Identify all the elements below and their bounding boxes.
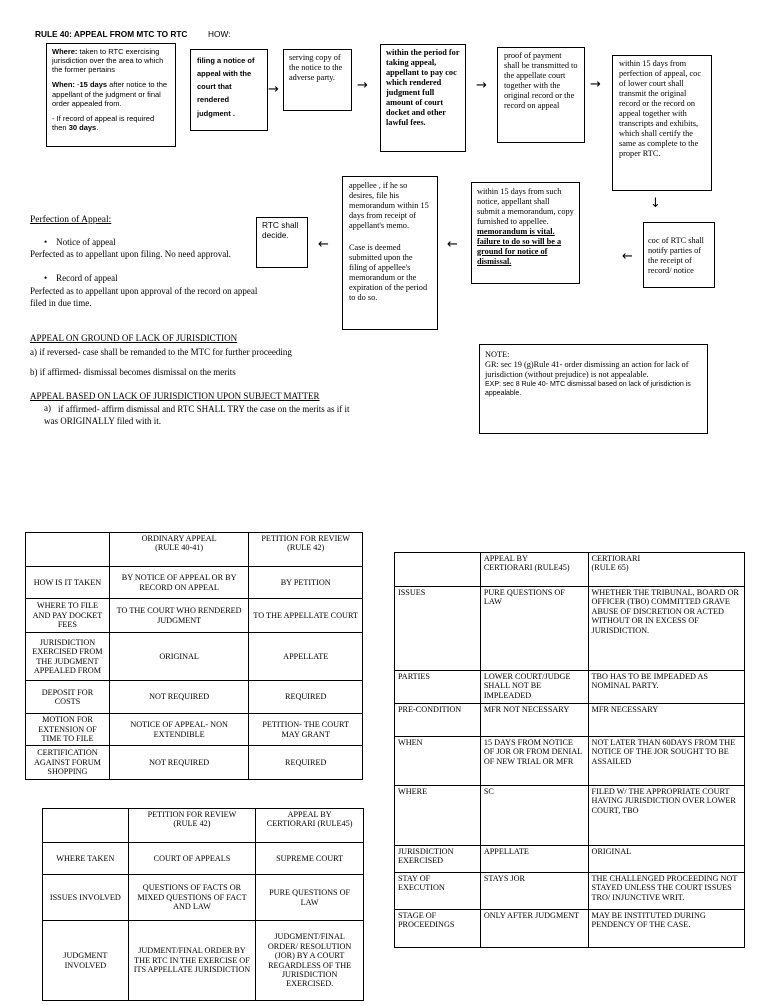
step-rtc-decide: RTC shall decide. — [256, 217, 308, 268]
table-header-cell — [43, 809, 129, 843]
table-row-label: JURISDICTION EXERCISED FROM THE JUDGMENT APPEALED FROM — [26, 633, 110, 681]
arrow-left-icon: ← — [318, 237, 329, 252]
note-box — [479, 344, 708, 434]
arrow-down-icon: ↓ — [650, 196, 661, 211]
step-filing-notice: filing a notice of appeal with the court that rendered judgment . — [190, 49, 268, 131]
table-cell: SUPREME COURT — [256, 843, 364, 875]
table-header-cell: PETITION FOR REVIEW (RULE 42) — [249, 533, 363, 567]
table-row-label: ISSUES — [395, 587, 481, 671]
table-row-label: JURISDICTION EXERCISED — [395, 846, 481, 873]
table-cell: NOTICE OF APPEAL- NON EXTENDIBLE — [109, 714, 248, 746]
table-row-label: STAGE OF PROCEEDINGS — [395, 910, 481, 948]
table-header-cell: APPEAL BY CERTIORARI (RULE45) — [256, 809, 364, 843]
table-row-label: PRE-CONDITION — [395, 704, 481, 737]
table-header-cell: APPEAL BY CERTIORARI (RULE45) — [480, 553, 588, 587]
table-row — [395, 786, 745, 846]
table-header-row — [26, 533, 363, 567]
jurisdiction-reversed: a) if reversed- case shall be remanded to the MTC for further proceeding — [30, 347, 292, 357]
table-cell: NOT LATER THAN 60DAYS FROM THE NOTICE OF THE JOR SOUGHT TO BE ASSAILED — [588, 737, 744, 786]
arrow-right-icon: → — [357, 78, 368, 93]
table-header-cell: PETITION FOR REVIEW (RULE 42) — [128, 809, 256, 843]
table-row — [43, 843, 364, 875]
table-row-label: HOW IS IT TAKEN — [26, 567, 110, 599]
table-cell: JUDGMENT/FINAL ORDER/ RESOLUTION (JOR) BY A COURT REGARDLESS OF THE JURISDICTION EXERCISED. — [256, 921, 364, 1001]
note-gr: GR: sec 19 (g)Rule 41- order dismissing an action for lack of jurisdiction (without prejudice) is not appealable. — [485, 359, 689, 379]
table-cell: REQUIRED — [249, 681, 363, 714]
table-row — [395, 587, 745, 671]
table-cell: JUDMENT/FINAL ORDER BY THE RTC IN THE EXERCISE OF ITS APPELLATE JURISDICTION — [128, 921, 256, 1001]
table-cell: NOT REQUIRED — [109, 681, 248, 714]
table-cell: WHETHER THE TRIBUNAL, BOARD OR OFFICER (TBO) COMMITTED GRAVE ABUSE OF DISCRETION OR ACTED WITHOUT OR IN EXCESS OF JURISDICTION. — [588, 587, 744, 671]
table-cell: PURE QUESTIONS OF LAW — [256, 875, 364, 921]
table-cell: FILED W/ THE APPROPRIATE COURT HAVING JURISDICTION OVER LOWER COURT, TBO — [588, 786, 744, 846]
table-row — [26, 714, 363, 746]
table-cell: MFR NOT NECESSARY — [480, 704, 588, 737]
table-cell: TBO HAS TO BE IMPEADED AS NOMINAL PARTY. — [588, 671, 744, 704]
table-cell: REQUIRED — [249, 746, 363, 780]
table-row — [395, 704, 745, 737]
step-proof-of-payment: proof of payment shall be transmitted to the appellate court together with the original record or the record on appeal — [497, 47, 585, 143]
jurisdiction-heading: APPEAL ON GROUND OF LACK OF JURISDICTION — [30, 333, 238, 343]
step-appellee-memorandum: appellee , if he so desires, file his memorandum within 15 days from receipt of appellant's memo. Case is deemed submitted upon the filing of appellee's memorandum or the expiration of the period to do so. — [342, 176, 438, 330]
where-text: Where: taken to RTC exercising jurisdiction over the area to which the former pertains — [52, 47, 164, 75]
table-row-label: WHERE TAKEN — [43, 843, 129, 875]
perfection-heading: Perfection of Appeal: — [30, 215, 112, 225]
arrow-right-icon: → — [476, 78, 487, 93]
note-title: NOTE: — [485, 350, 510, 359]
table-row-label: DEPOSIT FOR COSTS — [26, 681, 110, 714]
table-row — [43, 921, 364, 1001]
step-serving-copy: serving copy of the notice to the adverse party. — [283, 49, 352, 111]
table-row — [26, 746, 363, 780]
step-pay-fees: within the period for taking appeal, appellant to pay coc which rendered judgment full amount of court docket and other lawful fees. — [380, 44, 466, 152]
table-row-label: JUDGMENT INVOLVED — [43, 921, 129, 1001]
table-cell: MAY BE INSTITUTED DURING PENDENCY OF THE CASE. — [588, 910, 744, 948]
table-header-row — [395, 553, 745, 587]
table-cell: 15 DAYS FROM NOTICE OF JOR OR FROM DENIAL OF NEW TRIAL OR MFR — [480, 737, 588, 786]
step-notify-parties: coc of RTC shall notify parties of the receipt of record/ notice — [643, 222, 715, 288]
record-appeal-text: - If record of appeal is required then 30 days. — [52, 113, 155, 132]
table-cell: ORIGINAL — [109, 633, 248, 681]
where-when-box — [46, 43, 176, 147]
subject-matter-heading: APPEAL BASED ON LACK OF JURISDICTION UPON SUBJECT MATTER — [30, 391, 320, 401]
arrow-right-icon: → — [590, 77, 601, 92]
table-row — [395, 873, 745, 910]
table-cell: APPELLATE — [480, 846, 588, 873]
arrow-left-icon: ← — [447, 237, 458, 252]
page-title: RULE 40: APPEAL FROM MTC TO RTC — [35, 29, 188, 39]
table-cell: ORIGINAL — [588, 846, 744, 873]
table-header-cell — [26, 533, 110, 567]
table-row — [395, 671, 745, 704]
table-row — [43, 875, 364, 921]
table-row — [395, 846, 745, 873]
table-header-cell — [395, 553, 481, 587]
table-row-label: WHERE — [395, 786, 481, 846]
table-row — [26, 633, 363, 681]
table-cell: APPELLATE — [249, 633, 363, 681]
table-cell: TO THE COURT WHO RENDERED JUDGMENT — [109, 599, 248, 633]
table-cell: TO THE APPELLATE COURT — [249, 599, 363, 633]
table-header-cell: CERTIORARI (RULE 65) — [588, 553, 744, 587]
table-header-cell: ORDINARY APPEAL (RULE 40-41) — [109, 533, 248, 567]
step-transmit-record: within 15 days from perfection of appeal, coc of lower court shall transmit the original record or the record on appeal together with transcripts and exhibits, which shall certify the same as complete to the proper RTC. — [612, 55, 712, 191]
table-review-vs-certiorari-appeal — [42, 808, 364, 1001]
table-cell: PETITION- THE COURT MAY GRANT — [249, 714, 363, 746]
table-row — [395, 737, 745, 786]
subject-matter-affirmed: if affirmed- affirm dismissal and RTC SHALL TRY the case on the merits as if it was ORIGINALLY filed with it. — [44, 404, 350, 427]
perfection-item-record: • Record of appeal — [44, 273, 118, 283]
table-rule45-vs-rule65 — [394, 552, 745, 948]
table-row-label: ISSUES INVOLVED — [43, 875, 129, 921]
when-text: When: -15 days after notice to the appellant of the judgment or final order appealed from. — [52, 80, 168, 108]
table-cell: ONLY AFTER JUDGMENT — [480, 910, 588, 948]
table-cell: MFR NECESSARY — [588, 704, 744, 737]
table-cell: SC — [480, 786, 588, 846]
note-exp: EXP: sec 8 Rule 40- MTC dismissal based on lack of jurisdiction is appealable. — [485, 380, 691, 398]
table-cell: STAYS JOR — [480, 873, 588, 910]
table-row-label: CERTIFICATION AGAINST FORUM SHOPPING — [26, 746, 110, 780]
table-ordinary-vs-review — [25, 532, 363, 780]
step-submit-memorandum: within 15 days from such notice, appellant shall submit a memorandum, copy furnished to appellee. memorandum is vital. failure to do so will be a ground for notice of dismissal. — [471, 182, 580, 284]
table-row-label: WHEN — [395, 737, 481, 786]
table-row-label: STAY OF EXECUTION — [395, 873, 481, 910]
how-label: HOW: — [208, 29, 231, 39]
table-cell: QUESTIONS OF FACTS OR MIXED QUESTIONS OF FACT AND LAW — [128, 875, 256, 921]
table-row — [26, 567, 363, 599]
table-cell: LOWER COURT/JUDGE SHALL NOT BE IMPLEADED — [480, 671, 588, 704]
table-cell: THE CHALLENGED PROCEEDING NOT STAYED UNLESS THE COURT ISSUES TRO/ INJUNCTIVE WRIT. — [588, 873, 744, 910]
subject-matter-affirmed-prefix: a) — [44, 403, 51, 413]
table-row — [26, 599, 363, 633]
jurisdiction-affirmed: b) if affirmed- dismissal becomes dismissal on the merits — [30, 367, 236, 377]
arrow-right-icon: → — [268, 82, 279, 97]
perfection-item-record-text: Perfected as to appellant upon approval of the record on appeal filed in due time. — [30, 286, 258, 309]
table-row — [26, 681, 363, 714]
table-cell: BY NOTICE OF APPEAL OR BY RECORD ON APPEAL — [109, 567, 248, 599]
table-cell: PURE QUESTIONS OF LAW — [480, 587, 588, 671]
perfection-item-notice-text: Perfected as to appellant upon filing. No need approval. — [30, 249, 231, 259]
table-row-label: WHERE TO FILE AND PAY DOCKET FEES — [26, 599, 110, 633]
table-cell: NOT REQUIRED — [109, 746, 248, 780]
table-row-label: MOTION FOR EXTENSION OF TIME TO FILE — [26, 714, 110, 746]
table-cell: BY PETITION — [249, 567, 363, 599]
arrow-left-icon: ← — [622, 249, 633, 264]
table-cell: COURT OF APPEALS — [128, 843, 256, 875]
table-row-label: PARTIES — [395, 671, 481, 704]
perfection-item-notice: • Notice of appeal — [44, 237, 116, 247]
table-header-row — [43, 809, 364, 843]
table-row — [395, 910, 745, 948]
